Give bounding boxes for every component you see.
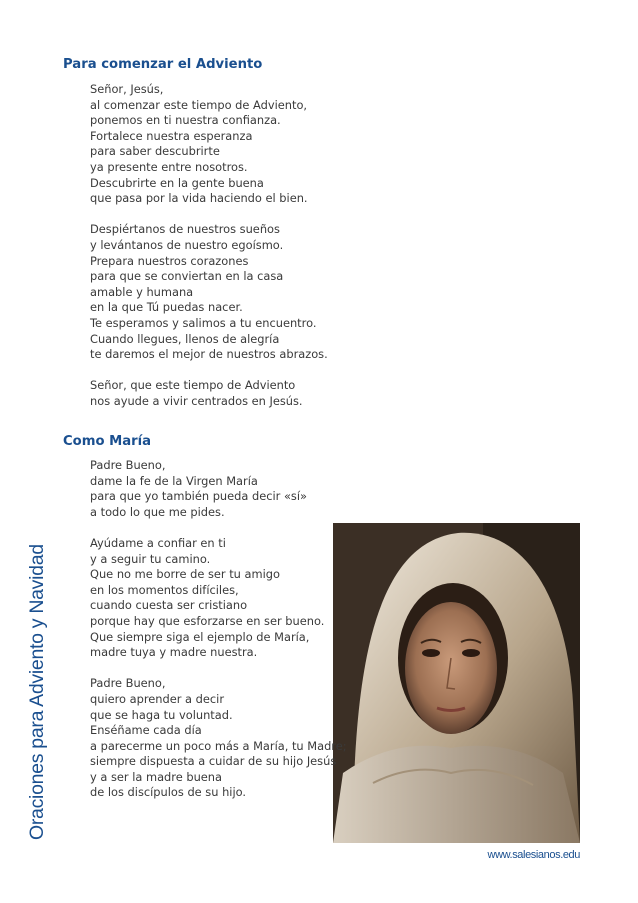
poem-line: Fortalece nuestra esperanza	[90, 128, 253, 143]
poem-line: Enséñame cada día	[90, 723, 202, 738]
poem-line: a parecerme un poco más a María, tu Madre;	[90, 738, 347, 753]
poem-line: dame la fe de la Virgen María	[90, 473, 258, 488]
poem-line: Padre Bueno,	[90, 676, 166, 691]
poem-line: al comenzar este tiempo de Adviento,	[90, 97, 308, 112]
poem-line: Prepara nuestros corazones	[90, 253, 249, 268]
footer-url[interactable]: www.salesianos.edu	[487, 849, 580, 861]
poem-line: Cuando llegues, llenos de alegría	[90, 331, 280, 346]
section-title-adviento: Para comenzar el Adviento	[63, 57, 263, 72]
poem-line: Te esperamos y salimos a tu encuentro.	[90, 315, 317, 330]
poem-line: porque hay que esforzarse en ser bueno.	[90, 613, 325, 628]
poem-line: siempre dispuesta a cuidar de su hijo Jesús	[90, 754, 337, 769]
poem-line: y levántanos de nuestro egoísmo.	[90, 237, 284, 252]
poem-line: ponemos en ti nuestra confianza.	[90, 113, 281, 128]
poem-line: cuando cuesta ser cristiano	[90, 598, 248, 613]
poem-line: Que no me borre de ser tu amigo	[90, 567, 280, 582]
poem-line: y a ser la madre buena	[90, 769, 222, 784]
mary-portrait-photo	[333, 523, 580, 843]
poem-line: amable y humana	[90, 284, 194, 299]
poem-line: para que yo también pueda decir «sí»	[90, 489, 307, 504]
poem-line: ya presente entre nosotros.	[90, 159, 248, 174]
poem-line: para que se conviertan en la casa	[90, 269, 284, 284]
poem-line: Que siempre siga el ejemplo de María,	[90, 629, 310, 644]
poem-line: Señor, Jesús,	[90, 82, 164, 96]
poem-line: quiero aprender a decir	[90, 691, 225, 706]
poem-line: madre tuya y madre nuestra.	[90, 645, 258, 660]
poem-line: y a seguir tu camino.	[90, 551, 211, 566]
poem-line: a todo lo que me pides.	[90, 504, 225, 519]
poem-line: Despiértanos de nuestros sueños	[90, 222, 280, 237]
poem-line: en los momentos difíciles,	[90, 582, 239, 597]
poem-line: de los discípulos de su hijo.	[90, 785, 247, 800]
poem-line: en la que Tú puedas nacer.	[90, 300, 243, 315]
poem-line: te daremos el mejor de nuestros abrazos.	[90, 347, 328, 362]
poem-line: Ayúdame a confiar en ti	[90, 535, 226, 550]
poem-line: para saber descubrirte	[90, 144, 220, 159]
poem-line: nos ayude a vivir centrados en Jesús.	[90, 393, 303, 408]
poem-como-maria	[90, 458, 347, 801]
poem-line: Padre Bueno,	[90, 458, 166, 472]
poem-adviento	[90, 82, 328, 409]
side-title: Oraciones para Adviento y Navidad	[26, 544, 48, 840]
poem-line: que pasa por la vida haciendo el bien.	[90, 191, 308, 206]
portrait-illustration	[333, 523, 580, 843]
poem-line: Señor, que este tiempo de Adviento	[90, 378, 296, 393]
poem-line: Descubrirte en la gente buena	[90, 175, 264, 190]
poem-line: que se haga tu voluntad.	[90, 707, 233, 722]
section-title-como-maria: Como María	[63, 434, 152, 449]
